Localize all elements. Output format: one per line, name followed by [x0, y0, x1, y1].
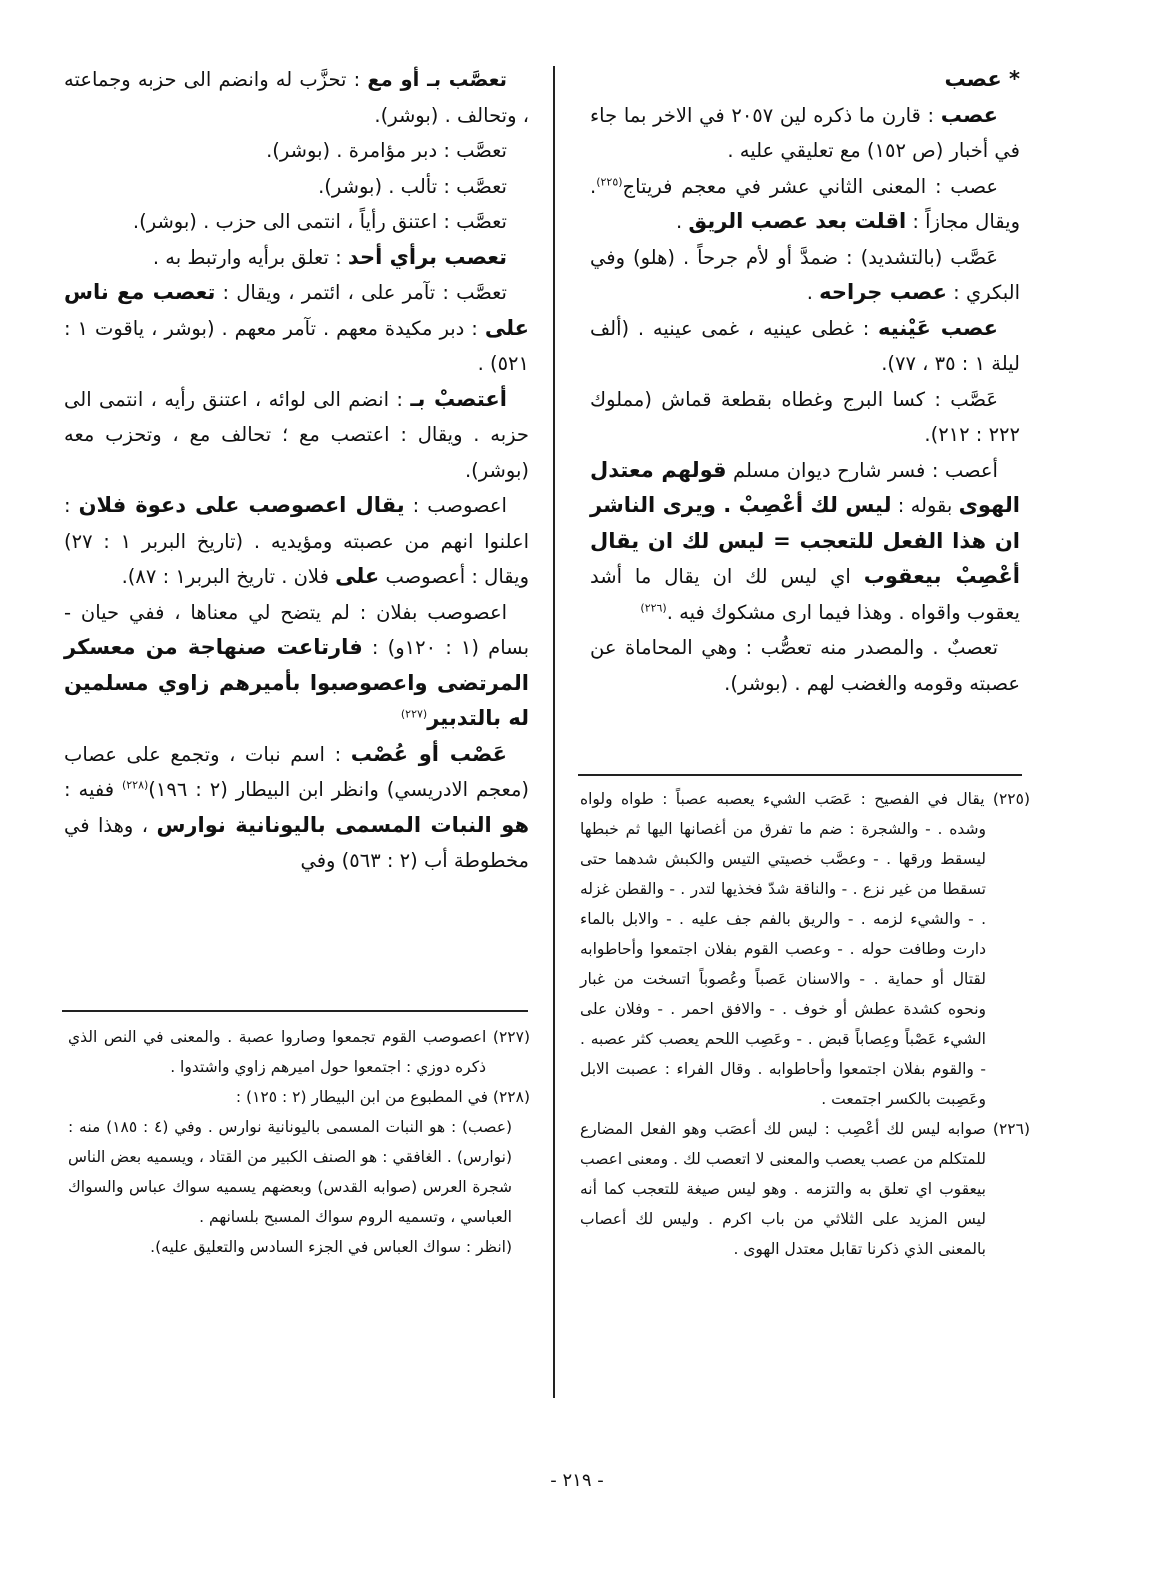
bold-phrase: عصب جراحه: [819, 280, 947, 304]
paragraph-text: ، وهذا في مخطوطة أب (٢ : ٥٦٣) وفي: [64, 813, 529, 872]
bold-phrase: فارتاعت صنهاجة من معسكر المرتضى واعصوصبوا بأميرهم زاوي مسلمين له بالتدبير: [64, 635, 529, 730]
paragraph: [64, 488, 529, 595]
paragraph: [64, 240, 529, 276]
entry-term: تعصَّب بـ أو مع: [367, 68, 507, 91]
paragraph: [64, 382, 529, 489]
footnote-226: (٢٢٦) صوابه ليس لك أعْصِب : ليس لك أعصَب وهو الفعل المضارع للمتكلم من عصب يعصب والمعنى لا اتعصب لك . ومعنى اعصب بيعقوب اي تعلق به والتزمه . وهو ليس صيغة للتعجب كما أنه ليس المزيد على الثلاثي من باب اكرم . وليس لك أعصاب بالمعنى الذي ذكرنا تقابل معتدل الهوى .: [580, 1120, 1030, 1258]
right-column: [590, 62, 1020, 701]
footnote-228-note: (انظر : سواك العباس في الجزء السادس والتعليق عليه).: [150, 1238, 512, 1256]
paragraph-text: : اعلنوا انهم من عصبته ومؤيديه . (تاريخ البربر ١ : ٢٧) ويقال : أعصوصب: [64, 494, 529, 588]
paragraph: تعصَّب : اعتنق رأياً ، انتمى الى حزب . (بوشر).: [132, 210, 507, 233]
paragraph-text: بقوله :: [891, 494, 959, 517]
bold-phrase: قولهم معتدل الهوى: [590, 457, 1020, 517]
paragraph: عَصَّب : كسا البرج وغطاه بقطعة قماش (مملوك ٢٢٢ : ٢١٢).: [590, 387, 1020, 446]
paragraph: [590, 98, 1020, 169]
footnote-ref: (٢٢٧): [400, 707, 428, 721]
entry-term: عصب: [940, 102, 999, 127]
footnote-227: (٢٢٧) اعصوصب القوم تجمعوا وصاروا عصبة . والمعنى في النص الذي ذكره دوزي : اجتمعوا حول اميرهم زاوي واشتدوا .: [68, 1028, 530, 1076]
paragraph: [64, 737, 529, 879]
paragraph: تعصبٌ . والمصدر منه تعصُّب : وهي المحاماة عن عصبته وقومه والغضب لهم . (بوشر).: [590, 636, 1020, 695]
bold-phrase: هو النبات المسمى باليونانية نوارس: [156, 812, 529, 837]
entry-heading: * عصب: [944, 67, 1020, 91]
left-column: [64, 62, 529, 879]
paragraph-text: : قارن ما ذكره لين ٢٠٥٧ في الاخر بما جاء في أخبار (ص ١٥٢) مع تعليقي عليه .: [590, 103, 1020, 162]
footnote-rule: [578, 774, 1022, 776]
paragraph-text: عَصَّب (بالتشديد) : ضمدَّ أو لأم جرحاً . (هلو) وفي البكري :: [590, 245, 1020, 304]
paragraph: [64, 62, 529, 133]
bold-phrase: تعصب مع ناس على: [64, 280, 529, 340]
paragraph: تعصَّب : دبر مؤامرة . (بوشر).: [266, 139, 507, 162]
paragraph-text: : دبر مكيدة معهم . تآمر معهم . (بوشر ، ياقوت ١ : ٥٢١) .: [64, 316, 529, 375]
footnote-ref: (٢٢٦): [640, 601, 667, 614]
paragraph-text: : اسم نبات ، وتجمع على عصاب (معجم الادريسي) وانظر ابن البيطار (٢ : ١٩٦): [64, 742, 529, 801]
paragraph-text: : غطى عينيه ، غمى عينيه . (ألف ليلة ١ : ٣٥ ، ٧٧).: [590, 316, 1020, 375]
entry-term: تعصب برأي أحد: [347, 244, 507, 269]
bold-phrase: على: [335, 564, 380, 588]
footnote-228-quote: (عصب) : هو النبات المسمى باليونانية نوارس . وفي (٤ : ١٨٥) منه : (نوارس) . الغافقي : هو الصنف الكبير من القتاد ، ويسميه بعض الناس شجرة العرس (صوابه القدس) وبعضهم يسميه سواك عباس والسواك العباسي ، وتسميه الروم سواك المسبح بلسانهم .: [68, 1118, 513, 1226]
footnote-ref: (٢٢٨): [121, 778, 149, 792]
paragraph: [590, 240, 1020, 311]
entry-term: أعتصبْ بـ: [410, 386, 507, 411]
paragraph-text: . ويقال مجازاً :: [590, 174, 1020, 233]
paragraph-text: : انضم الى لوائه ، اعتنق رأيه ، انتمى الى حزبه . ويقال : اعتصب مع ؛ تحالف مع ، وتحزب معه (بوشر).: [64, 387, 529, 482]
entry-term: عصب عَيْنيه: [878, 315, 998, 340]
footnote-225: (٢٢٥) يقال في الفصيح : عَصَب الشيء يعصبه عصباً : طواه ولواه وشده . - والشجرة : ضم ما تفرق من أغصانها اليها ثم خبطها ليسقط ورقها . - وعصَّب خصيتي التيس والكبش شدهما حتى تسقطا من غير نزع . - والناقة شدّ فخذيها لتدر . - والقطن غزله . - والشيء لزمه . - والريق بالفم جف عليه . - والابل بالماء دارت وطافت حوله . - وعصب القوم بفلان اجتمعوا وأحاطوابه لقتال أو حماية . - والاسنان عَصباً وعُصوباً اتسخت من غبار ونحوه كشدة عطش أو خوف . - والافق احمر . - وفلان على الشيء عَصْباً وعِصاباً قبض . - وعَصِب اللحم يعصب كثر عصبه . - والقوم بفلان اجتمعوا وأحاطوابه . وقال الفراء : عصبت الابل وعَصِبت بالكسر اجتمعت .: [580, 790, 1030, 1108]
paragraph-text: ففيه :: [64, 778, 122, 801]
paragraph-text: اي ليس لك ان يقال ما أشد يعقوب واقواه . وهذا فيما ارى مشكوك فيه .: [590, 565, 1020, 624]
paragraph: [590, 453, 1020, 631]
paragraph-text: .: [806, 281, 820, 304]
footnotes-left: [68, 1022, 530, 1262]
footnote-ref: (٢٢٥): [596, 175, 623, 188]
column-divider: [553, 66, 555, 1398]
paragraph-text: عصب : المعنى الثاني عشر في معجم فريتاج: [622, 174, 998, 198]
entry-term: عَصْب أو عُصْب: [350, 741, 507, 766]
page-number: - ٢١٩ -: [550, 1470, 604, 1491]
paragraph-text: فلان . تاريخ البربر١ : ٨٧).: [121, 565, 336, 588]
bold-phrase: ليس لك أعْصِبْ . ويرى الناشر ان هذا الفعل للتعجب = ليس لك ان يقال أعْصِبْ بيعقوب: [590, 493, 1020, 588]
paragraph: [64, 275, 529, 382]
paragraph-text: : تحزَّب له وانضم الى حزبه وجماعته ، وتحالف . (بوشر).: [64, 68, 529, 127]
footnote-rule: [62, 1010, 528, 1012]
footnotes-right: [580, 784, 1030, 1264]
footnote-228: (٢٢٨) في المطبوع من ابن البيطار (٢ : ١٢٥) :: [235, 1088, 530, 1106]
paragraph-text: أعصب : فسر شارح ديوان مسلم: [726, 458, 998, 482]
paragraph: تعصَّب : تألب . (بوشر).: [318, 174, 507, 198]
paragraph-text: : تعلق برأيه وارتبط به .: [152, 245, 348, 269]
paragraph-text: تعصَّب : تآمر على ، ائتمر ، ويقال :: [215, 281, 507, 304]
bold-phrase: يقال اعصوصب على دعوة فلان: [78, 493, 405, 517]
bold-phrase: اقلت بعد عصب الريق: [688, 209, 907, 233]
paragraph: [590, 311, 1020, 382]
paragraph-text: .: [676, 210, 689, 233]
paragraph: [590, 169, 1020, 240]
paragraph: [64, 595, 529, 737]
paragraph-text: اعصوصب بفلان : لم يتضح لي معناها ، ففي حيان - بسام (١ : ١٢٠و) :: [64, 600, 529, 659]
paragraph-text: اعصوصب :: [404, 494, 507, 517]
